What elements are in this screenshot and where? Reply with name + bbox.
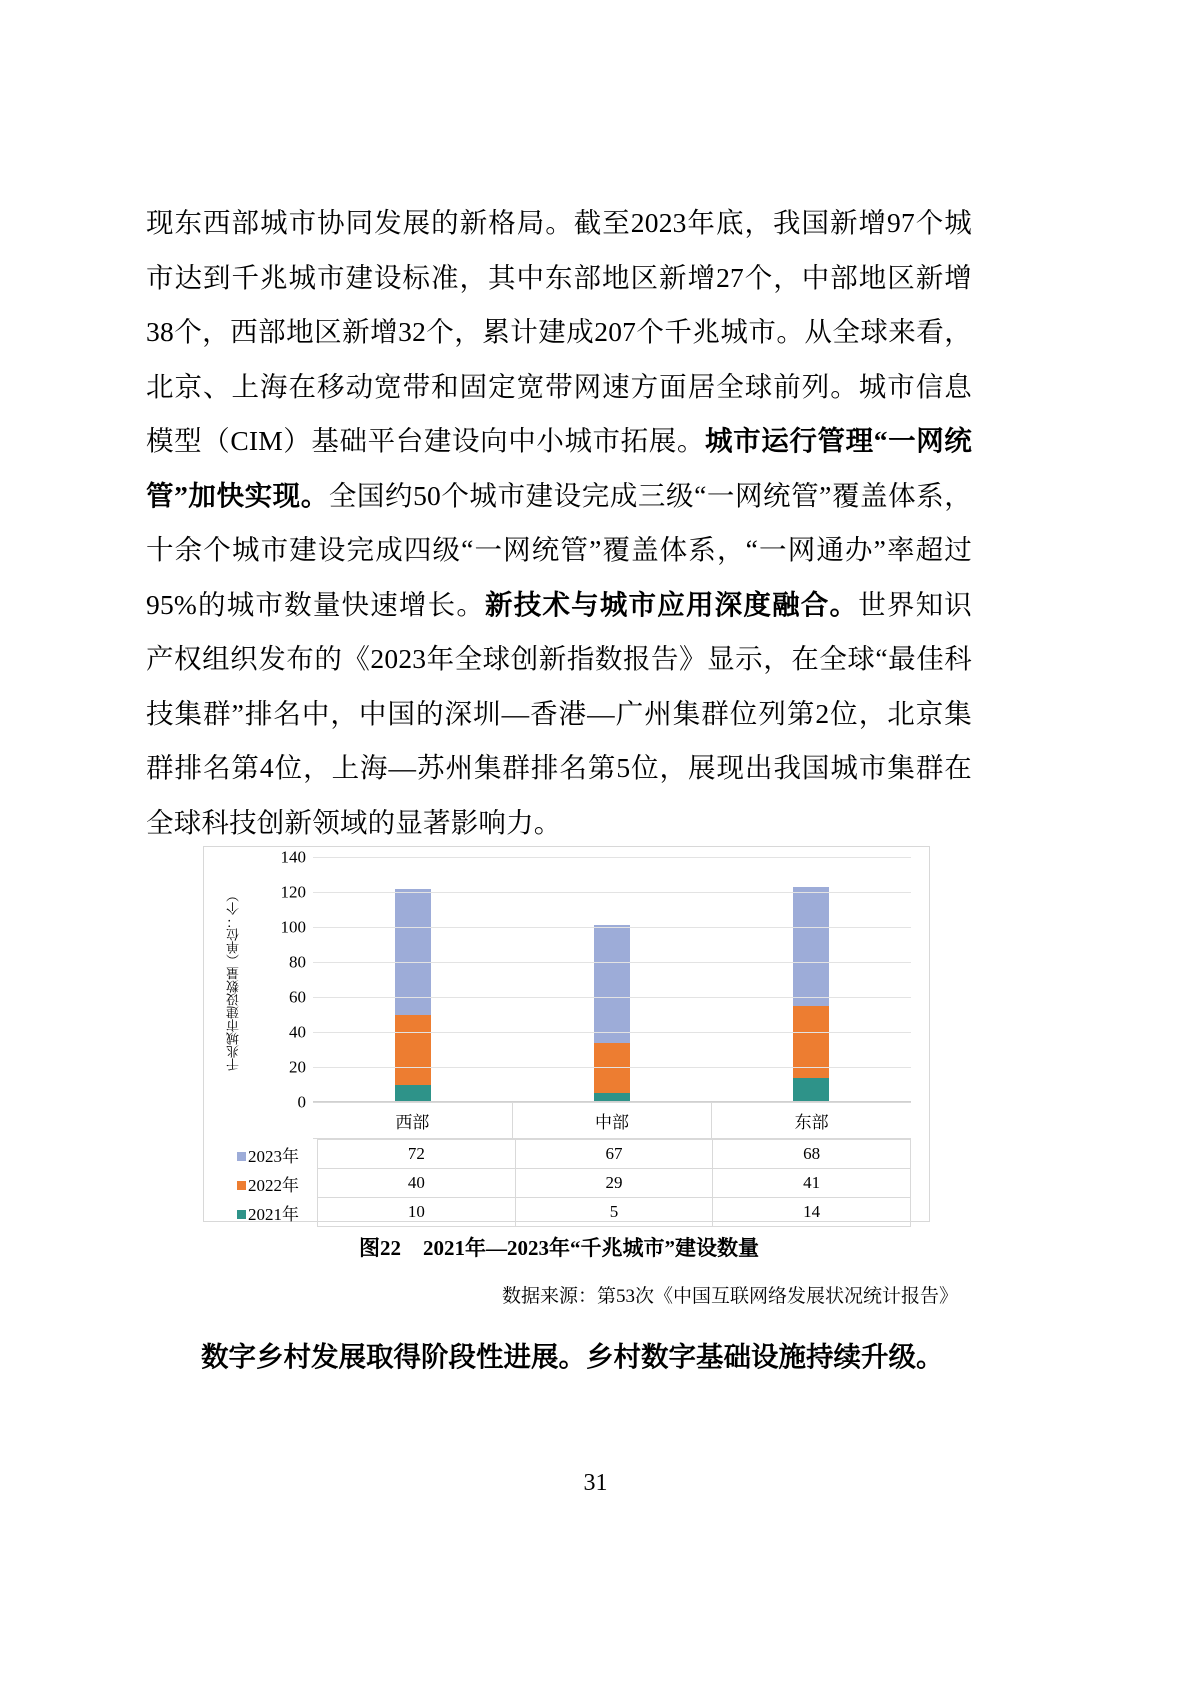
body-paragraph (146, 196, 972, 850)
figure-caption-title: 2021年—2023年“千兆城市”建设数量 (423, 1236, 759, 1260)
chart-gridline (313, 1067, 911, 1068)
table-cell-value: 72 (318, 1140, 516, 1169)
table-row (233, 1169, 911, 1198)
prose-segment-3: 全国约50个城市建设完成三级“一网统管”覆盖体系，十余个城市建设完成四级“一网统管”覆盖体系，“一网通办”率超过95%的城市数量快速增长。 (146, 479, 972, 620)
chart-category-label: 东部 (794, 1113, 829, 1132)
chart-y-tick-label: 120 (280, 882, 306, 902)
chart-y-tick-label: 20 (289, 1057, 306, 1077)
table-cell-value: 14 (713, 1198, 911, 1227)
legend-swatch-icon (237, 1210, 246, 1219)
chart-y-tick-label: 80 (289, 952, 306, 972)
legend-entry (233, 1198, 318, 1227)
legend-label: 2023年 (248, 1146, 299, 1166)
chart-bar-group (313, 857, 911, 1102)
chart-data-table (233, 1139, 911, 1227)
prose-segment-2-bold: 城市运行管理“一网统管”加快实现。 (146, 425, 973, 511)
chart-gridline (313, 1032, 911, 1033)
chart-gridline (313, 927, 911, 928)
chart-area (204, 847, 931, 1223)
chart-bar-stack (793, 887, 829, 1102)
chart-bar-column (712, 857, 911, 1102)
y-axis-label-text: 千兆城市建设数量（单位：个） (226, 889, 241, 1071)
table-row (233, 1140, 911, 1169)
legend-entry (233, 1140, 318, 1169)
legend-swatch-icon (237, 1181, 246, 1190)
chart-bar-segment (395, 1085, 431, 1103)
chart-y-tick-label: 100 (280, 917, 306, 937)
prose-segment-1: 现东西部城市协同发展的新格局。截至2023年底，我国新增97个城市达到千兆城市建设标准，其中东部地区新增27个，中部地区新增38个，西部地区新增32个，累计建成207个千兆城市。从全球来看，北京、上海在移动宽带和固定宽带网速方面居全球前列。城市信息模型（CIM）基础平台建设向中小城市拓展。 (146, 207, 972, 456)
chart-y-tick-label: 140 (280, 847, 306, 867)
chart-bar-stack (395, 889, 431, 1103)
chart-y-tick-label: 0 (297, 1092, 306, 1112)
table-cell-value: 10 (318, 1198, 516, 1227)
chart-category-label: 西部 (313, 1103, 513, 1138)
table-cell-value: 5 (515, 1198, 713, 1227)
chart-bar-column (313, 857, 512, 1102)
chart-y-tick-label: 60 (289, 987, 306, 1007)
page-number: 31 (583, 1470, 608, 1496)
table-cell-value: 68 (713, 1140, 911, 1169)
figure-source: 数据来源：第53次《中国互联网络发展状况统计报告》 (501, 1286, 958, 1307)
legend-swatch-icon (237, 1152, 246, 1161)
table-row (233, 1198, 911, 1227)
tail-paragraph (146, 1330, 972, 1384)
chart-gridline (313, 892, 911, 893)
chart-bar-segment (793, 1078, 829, 1103)
figure-caption (146, 1232, 972, 1262)
chart-gridline (313, 997, 911, 998)
chart-bar-segment (594, 925, 630, 1042)
chart-y-tick-label: 40 (289, 1022, 306, 1042)
chart-gridline (313, 857, 911, 858)
chart-bar-column (512, 857, 711, 1102)
legend-label: 2021年 (248, 1204, 299, 1224)
chart-bar-segment (395, 889, 431, 1015)
prose-segment-5: 世界知识产权组织发布的《2023年全球创新指数报告》显示，在全球“最佳科技集群”排名中，中国的深圳—香港—广州集群位列第2位，北京集群排名第4位，上海—苏州集群排名第5位，展现出我国城市集群在全球科技创新领域的显著影响力。 (146, 588, 972, 838)
table-cell-value: 29 (515, 1169, 713, 1198)
chart-gridline (313, 962, 911, 963)
chart-category-axis (313, 1102, 911, 1139)
chart-bar-segment (395, 1015, 431, 1085)
tail-segment-bold: 数字乡村发展取得阶段性进展。乡村数字基础设施持续升级。 (201, 1341, 944, 1372)
legend-entry (233, 1169, 318, 1198)
table-cell-value: 67 (515, 1140, 713, 1169)
table-cell-value: 40 (318, 1169, 516, 1198)
chart-category-label: 中部 (513, 1103, 713, 1138)
chart-plot-area (280, 847, 911, 1112)
chart-bar-stack (594, 925, 630, 1102)
figure-chart-container (203, 846, 930, 1222)
legend-label: 2022年 (248, 1175, 299, 1195)
chart-bar-segment (793, 887, 829, 1006)
table-cell-value: 41 (713, 1169, 911, 1198)
chart-y-axis-label (221, 855, 247, 1105)
prose-segment-4-bold: 新技术与城市应用深度融合。 (485, 588, 859, 620)
figure-caption-label: 图22 (359, 1236, 401, 1260)
